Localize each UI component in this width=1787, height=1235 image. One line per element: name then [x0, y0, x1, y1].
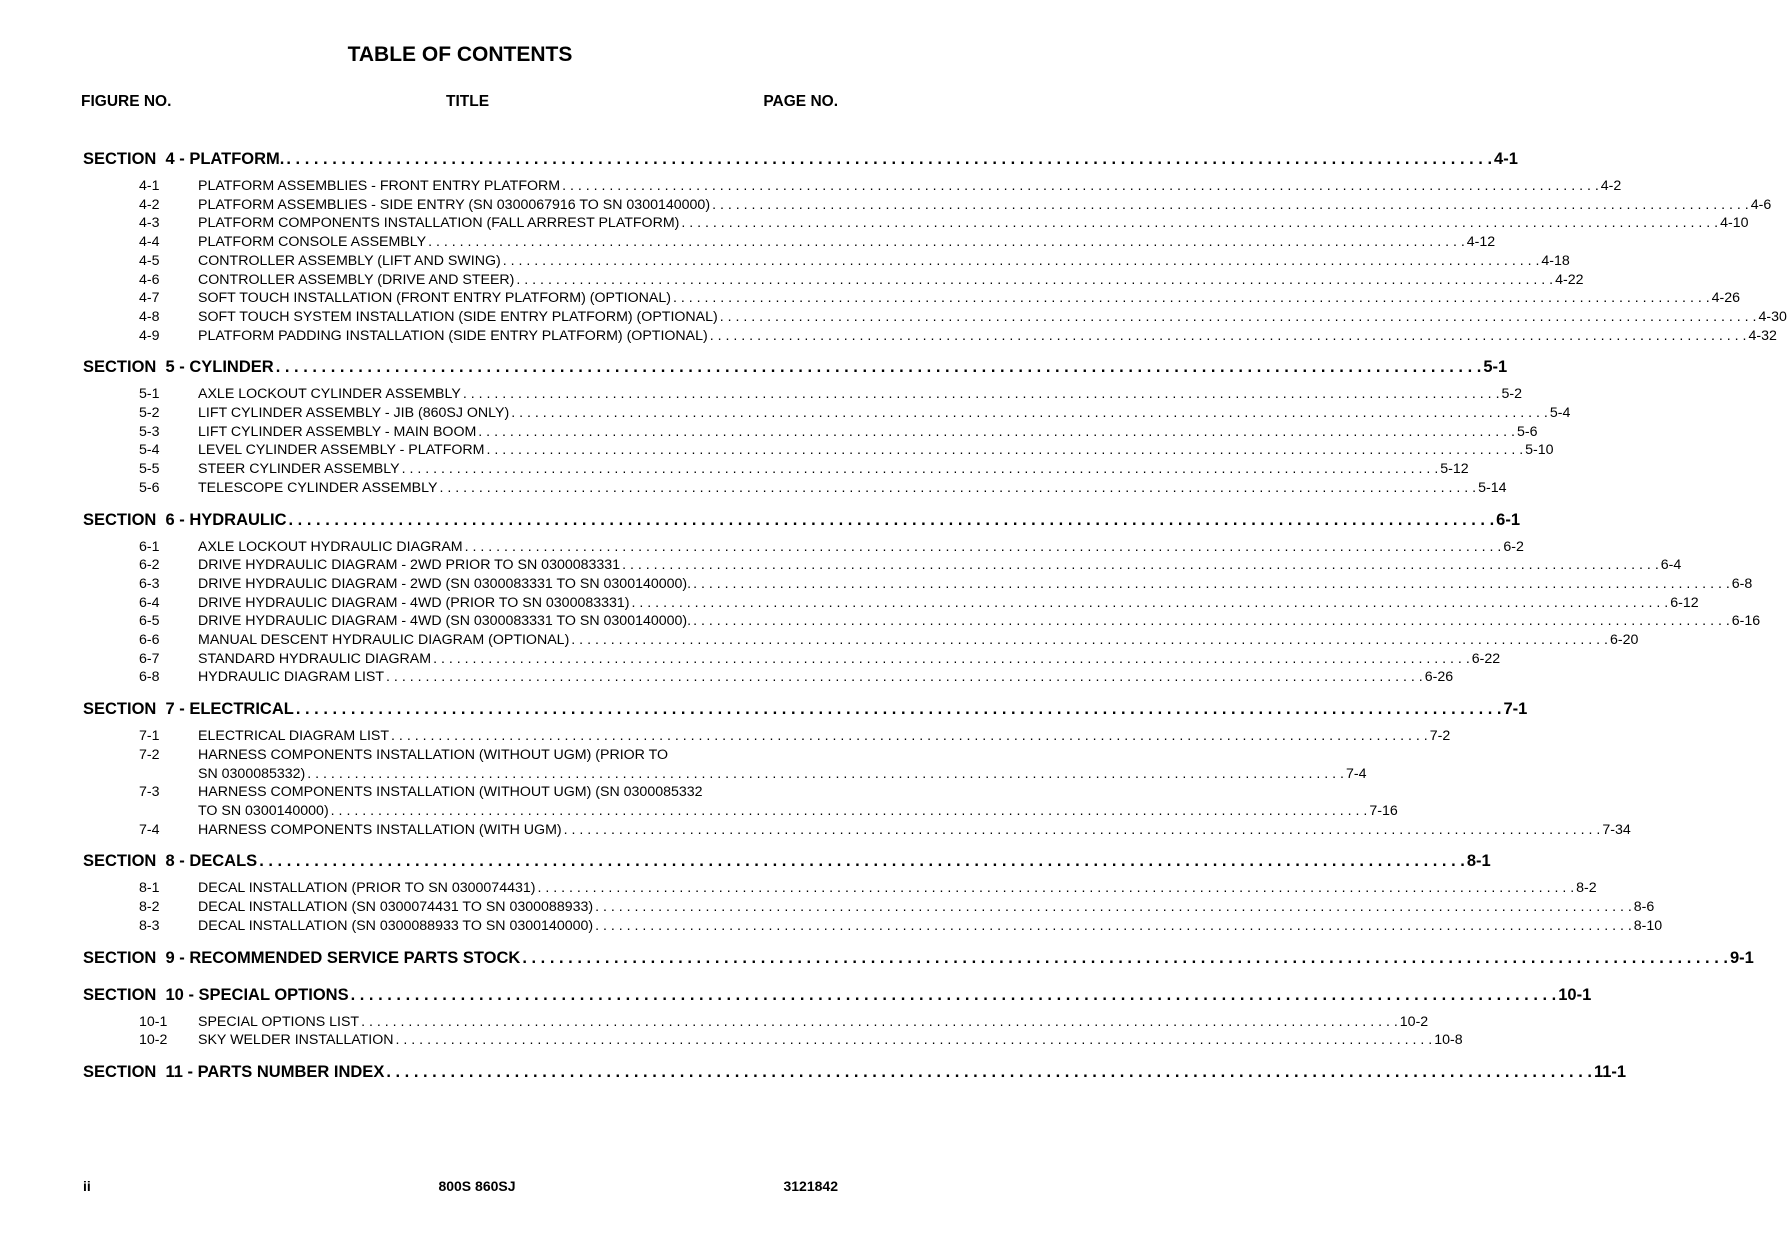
dot-leader [595, 898, 1632, 917]
section-title: SECTION 5 - CYLINDER [83, 358, 274, 377]
figure-title: PLATFORM COMPONENTS INSTALLATION (FALL ARRREST PLATFORM) [198, 215, 680, 232]
figure-number: 7-1 [139, 728, 160, 745]
dot-leader [632, 594, 1669, 613]
figure-page: 6-2 [1503, 538, 1524, 555]
section-title: SECTION 7 - ELECTRICAL [83, 700, 294, 719]
figure-title: HYDRAULIC DIAGRAM LIST [198, 669, 385, 686]
toc-entry[interactable] [0, 538, 1524, 557]
figure-title: PLATFORM ASSEMBLIES - SIDE ENTRY (SN 0300067916 TO SN 0300140000) [198, 196, 711, 213]
toc-entry[interactable] [0, 460, 1469, 479]
figure-number: 6-2 [139, 557, 160, 574]
figure-title: DRIVE HYDRAULIC DIAGRAM - 4WD (SN 0300083331 TO SN 0300140000). [198, 613, 692, 630]
dot-leader [331, 802, 1368, 821]
figure-title: AXLE LOCKOUT CYLINDER ASSEMBLY [198, 386, 461, 403]
toc-entry[interactable] [0, 252, 1570, 271]
figure-title: SOFT TOUCH INSTALLATION (FRONT ENTRY PLATFORM) (OPTIONAL) [198, 290, 671, 307]
toc-entry[interactable] [0, 385, 1523, 404]
figure-page: 6-26 [1424, 669, 1454, 686]
figure-title: DRIVE HYDRAULIC DIAGRAM - 2WD (SN 0300083331 TO SN 0300140000). [198, 575, 692, 592]
dot-leader [622, 556, 1659, 575]
toc-entry[interactable] [0, 650, 1501, 669]
figure-page: 8-10 [1633, 917, 1663, 934]
toc-entry[interactable] [0, 879, 1597, 898]
section-title: SECTION 8 - DECALS [83, 852, 258, 871]
figure-page: 5-10 [1525, 442, 1554, 459]
figure-page: 5-6 [1516, 423, 1538, 440]
section-page: 8-1 [1466, 852, 1491, 871]
figure-page: 6-20 [1609, 632, 1639, 649]
section-entries [0, 727, 1631, 839]
figure-number: 4-7 [139, 290, 160, 307]
toc-section[interactable] [0, 852, 1491, 876]
figure-title: PLATFORM ASSEMBLIES - FRONT ENTRY PLATFORM [198, 178, 561, 194]
section-title: SECTION 9 - RECOMMENDED SERVICE PARTS STOCK [83, 948, 521, 967]
dot-leader [386, 668, 1423, 687]
dot-leader [693, 612, 1730, 631]
figure-number: 6-6 [139, 632, 160, 649]
toc-section[interactable] [0, 985, 1592, 1010]
toc-entry[interactable] [0, 214, 1749, 233]
column-header-page: PAGE NO. [763, 93, 838, 110]
figure-number: 4-8 [139, 308, 160, 325]
section-page: 10-1 [1558, 985, 1592, 1004]
dot-leader [571, 631, 1608, 650]
figure-page: 4-2 [1600, 178, 1622, 194]
figure-page: 4-30 [1758, 308, 1787, 325]
footer-manual-number: 3121842 [783, 1178, 838, 1194]
dot-leader [428, 233, 1465, 252]
toc-entry[interactable] [0, 556, 1682, 575]
section-page: 6-1 [1496, 510, 1521, 529]
figure-number: 6-1 [139, 538, 160, 555]
page-title: TABLE OF CONTENTS [347, 43, 573, 66]
figure-number: 5-2 [139, 405, 160, 422]
figure-title: STANDARD HYDRAULIC DIAGRAM [198, 650, 432, 667]
dot-leader [693, 575, 1730, 594]
figure-page: 5-2 [1501, 386, 1523, 403]
figure-title: CONTROLLER ASSEMBLY (LIFT AND SWING) [198, 252, 501, 269]
column-header-figure: FIGURE NO. [81, 93, 172, 110]
figure-title: DECAL INSTALLATION (PRIOR TO SN 0300074431) [198, 880, 536, 897]
dot-leader [720, 308, 1757, 327]
figure-title: CONTROLLER ASSEMBLY (DRIVE AND STEER) [198, 271, 515, 288]
toc-entry[interactable] [0, 233, 1496, 252]
figure-number: 4-9 [139, 327, 160, 344]
section-entries [0, 538, 1761, 688]
figure-title: HARNESS COMPONENTS INSTALLATION (WITH UGM) [198, 821, 562, 838]
figure-number: 5-6 [139, 479, 160, 496]
figure-number: 5-1 [139, 386, 160, 403]
figure-title: DRIVE HYDRAULIC DIAGRAM - 2WD PRIOR TO SN 0300083331 [198, 557, 621, 574]
figure-number: 4-4 [139, 234, 160, 251]
toc-entry[interactable] [0, 479, 1507, 498]
dot-leader [522, 949, 1728, 968]
dot-leader [289, 511, 1495, 530]
footer-page-number: ii [83, 1178, 91, 1194]
figure-number: 8-2 [139, 899, 160, 916]
toc-entry[interactable] [0, 575, 1753, 594]
figure-page: 6-12 [1670, 594, 1699, 611]
dot-leader [712, 196, 1749, 215]
dot-leader [537, 879, 1574, 898]
toc-section[interactable] [0, 358, 1508, 382]
figure-number: 4-1 [139, 178, 160, 194]
dot-leader [673, 289, 1710, 308]
toc-entry[interactable] [0, 423, 1538, 442]
figure-title: HARNESS COMPONENTS INSTALLATION (WITHOUT UGM) (SN 0300085332 [198, 784, 703, 801]
toc-entry[interactable] [0, 441, 1554, 460]
section-entries [0, 879, 1663, 935]
figure-title: DECAL INSTALLATION (SN 0300088933 TO SN 0300140000) [198, 917, 594, 934]
toc-entry[interactable] [0, 746, 1367, 783]
figure-title: LIFT CYLINDER ASSEMBLY - JIB (860SJ ONLY) [198, 405, 510, 422]
toc-entry[interactable] [0, 727, 1451, 746]
figure-number: 6-4 [139, 594, 160, 611]
figure-page: 4-32 [1748, 327, 1777, 344]
figure-page: 8-6 [1633, 899, 1655, 916]
figure-page: 6-16 [1731, 613, 1761, 630]
figure-number: 6-7 [139, 650, 160, 667]
toc-section[interactable] [0, 150, 1518, 174]
section-title: SECTION 4 - PLATFORM. [83, 150, 285, 168]
toc-entry[interactable] [0, 196, 1772, 215]
figure-page: 4-10 [1720, 215, 1749, 232]
toc-entry[interactable] [0, 1031, 1463, 1050]
dot-leader [486, 441, 1523, 460]
toc-section[interactable] [0, 510, 1521, 535]
figure-title: DRIVE HYDRAULIC DIAGRAM - 4WD (PRIOR TO SN 0300083331) [198, 594, 630, 611]
toc-section[interactable] [0, 700, 1528, 724]
dot-leader [433, 650, 1470, 669]
figure-title: LIFT CYLINDER ASSEMBLY - MAIN BOOM [198, 423, 477, 440]
section-entries [0, 385, 1571, 497]
toc-entry[interactable] [0, 327, 1777, 346]
toc-entry[interactable] [0, 612, 1761, 631]
figure-page: 4-6 [1750, 196, 1772, 213]
figure-page: 5-4 [1549, 405, 1571, 422]
figure-title: PLATFORM CONSOLE ASSEMBLY [198, 234, 427, 251]
figure-number: 8-3 [139, 917, 160, 934]
figure-page: 10-2 [1399, 1013, 1429, 1030]
dot-leader [402, 460, 1439, 479]
dot-leader [307, 765, 1344, 784]
figure-page: 4-26 [1711, 290, 1741, 307]
section-page: 9-1 [1729, 948, 1754, 967]
figure-page: 7-16 [1369, 802, 1398, 819]
figure-title: DECAL INSTALLATION (SN 0300074431 TO SN 0300088933) [198, 899, 594, 916]
figure-page: 6-4 [1660, 557, 1682, 574]
dot-leader [361, 1013, 1398, 1032]
figure-title: STEER CYLINDER ASSEMBLY [198, 461, 400, 478]
dot-leader [439, 479, 1476, 498]
figure-page: 7-4 [1345, 765, 1367, 782]
figure-number: 8-1 [139, 880, 160, 897]
figure-page: 7-34 [1602, 821, 1631, 838]
section-title: SECTION 10 - SPECIAL OPTIONS [83, 985, 349, 1004]
section-page: 4-1 [1494, 150, 1518, 168]
section-entries [0, 177, 1787, 345]
figure-number: 5-3 [139, 423, 160, 440]
dot-leader [562, 177, 1599, 196]
figure-number: 4-2 [139, 196, 160, 213]
dot-leader [286, 150, 1492, 169]
figure-title: TO SN 0300140000) [198, 802, 329, 819]
toc-entry[interactable] [0, 783, 1398, 820]
figure-title: SOFT TOUCH SYSTEM INSTALLATION (SIDE ENTRY PLATFORM) (OPTIONAL) [198, 308, 718, 325]
toc-entry[interactable] [0, 898, 1655, 917]
toc-entry[interactable] [0, 289, 1741, 308]
toc-entry[interactable] [0, 821, 1631, 840]
dot-leader [595, 917, 1632, 936]
figure-number: 5-4 [139, 442, 160, 459]
dot-leader [463, 385, 1500, 404]
dot-leader [351, 986, 1557, 1005]
figure-number: 6-8 [139, 669, 160, 686]
dot-leader [259, 852, 1465, 871]
section-title: SECTION 6 - HYDRAULIC [83, 510, 287, 529]
figure-page: 5-14 [1478, 479, 1507, 496]
figure-page: 5-12 [1440, 461, 1469, 478]
toc-section[interactable] [0, 1062, 1627, 1087]
column-header-title: TITLE [446, 93, 490, 110]
figure-page: 10-8 [1434, 1032, 1463, 1049]
figure-page: 4-12 [1466, 234, 1496, 251]
dot-leader [386, 1063, 1592, 1082]
toc-section[interactable] [0, 948, 1754, 973]
figure-title: ELECTRICAL DIAGRAM LIST [198, 728, 390, 745]
figure-number: 10-2 [139, 1032, 168, 1049]
figure-title: SKY WELDER INSTALLATION [198, 1032, 394, 1049]
section-page: 11-1 [1593, 1062, 1627, 1081]
figure-number: 10-1 [139, 1013, 168, 1030]
figure-number: 6-3 [139, 575, 160, 592]
figure-number: 7-4 [139, 821, 160, 838]
section-page: 7-1 [1503, 700, 1528, 719]
footer-model: 800S 860SJ [438, 1178, 516, 1194]
dot-leader [564, 821, 1601, 840]
figure-number: 4-6 [139, 271, 160, 288]
figure-number: 7-3 [139, 784, 160, 801]
figure-number: 5-5 [139, 461, 160, 478]
dot-leader [391, 727, 1428, 746]
toc-entry[interactable] [0, 404, 1571, 423]
dot-leader [516, 271, 1553, 290]
figure-title: TELESCOPE CYLINDER ASSEMBLY [198, 479, 438, 496]
figure-page: 6-8 [1731, 575, 1753, 592]
dot-leader [296, 700, 1502, 719]
dot-leader [710, 327, 1747, 346]
toc-entry[interactable] [0, 308, 1787, 327]
figure-number: 4-3 [139, 215, 160, 232]
figure-number: 6-5 [139, 613, 160, 630]
toc-entry[interactable] [0, 668, 1454, 687]
dot-leader [503, 252, 1540, 271]
section-title: SECTION 11 - PARTS NUMBER INDEX [83, 1062, 385, 1081]
dot-leader [681, 214, 1718, 233]
figure-page: 4-18 [1541, 252, 1570, 269]
figure-page: 4-22 [1555, 271, 1584, 288]
toc-entry[interactable] [0, 271, 1584, 290]
toc-entry[interactable] [0, 631, 1639, 650]
dot-leader [465, 538, 1502, 557]
table-of-contents [0, 150, 1787, 1087]
figure-title: AXLE LOCKOUT HYDRAULIC DIAGRAM [198, 538, 463, 555]
toc-entry[interactable] [0, 177, 1622, 196]
section-page: 5-1 [1483, 358, 1508, 377]
figure-title: PLATFORM PADDING INSTALLATION (SIDE ENTRY PLATFORM) (OPTIONAL) [198, 327, 708, 344]
figure-title: MANUAL DESCENT HYDRAULIC DIAGRAM (OPTIONAL) [198, 632, 570, 649]
dot-leader [396, 1031, 1433, 1050]
toc-entry[interactable] [0, 1013, 1429, 1032]
toc-entry[interactable] [0, 917, 1663, 936]
dot-leader [511, 404, 1548, 423]
figure-page: 6-22 [1471, 650, 1501, 667]
figure-title: SN 0300085332) [198, 765, 306, 782]
toc-entry[interactable] [0, 594, 1699, 613]
section-entries [0, 1013, 1463, 1050]
figure-number: 4-5 [139, 252, 160, 269]
figure-title: LEVEL CYLINDER ASSEMBLY - PLATFORM [198, 442, 485, 459]
figure-page: 7-2 [1429, 728, 1451, 745]
dot-leader [276, 358, 1482, 377]
figure-number: 7-2 [139, 746, 160, 763]
figure-page: 8-2 [1576, 880, 1597, 897]
dot-leader [478, 423, 1515, 442]
figure-title: SPECIAL OPTIONS LIST [198, 1013, 360, 1030]
figure-title: HARNESS COMPONENTS INSTALLATION (WITHOUT UGM) (PRIOR TO [198, 746, 669, 763]
